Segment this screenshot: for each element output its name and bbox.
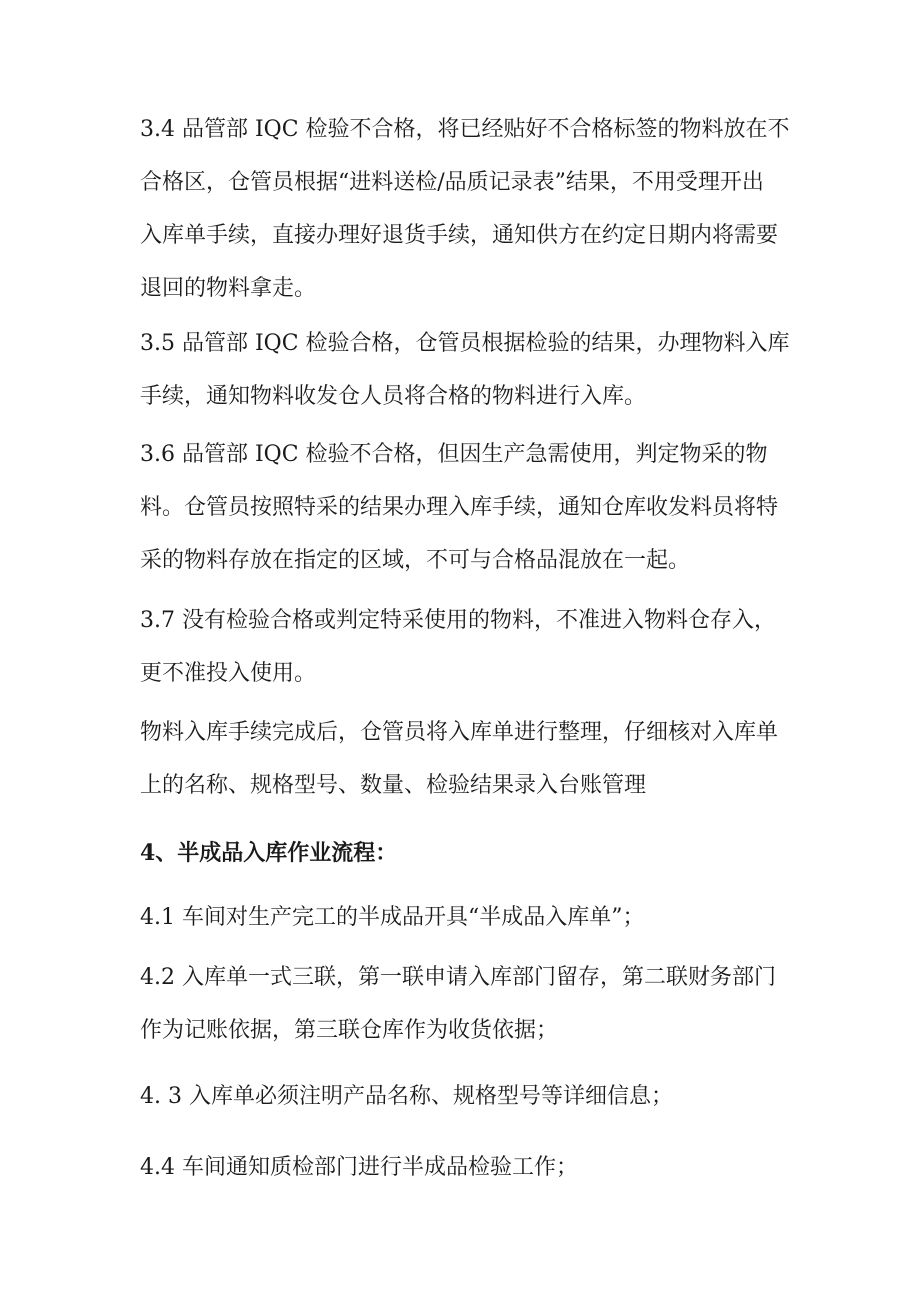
para-3-4-line-1: 3.4 品管部 IQC 检验不合格，将已经贴好不合格标签的物料放在不 [140, 117, 790, 142]
para-3-4-line-4: 退回的物料拿走。 [140, 276, 317, 301]
para-4-1: 4.1 车间对生产完工的半成品开具“半成品入库单”； [140, 905, 645, 930]
para-summary-line-2: 上的名称、规格型号、数量、检验结果录入台账管理 [140, 773, 647, 798]
section-heading-4: 4、半成品入库作业流程： [140, 840, 398, 866]
para-4-2-line-1: 4.2 入库单一式三联，第一联申请入库部门留存，第二联财务部门 [140, 965, 776, 990]
para-4-2-line-2: 作为记账依据，第三联仓库作为收货依据； [140, 1018, 559, 1043]
para-3-5-line-1: 3.5 品管部 IQC 检验合格，仓管员根据检验的结果，办理物料入库 [140, 331, 790, 356]
para-3-7-line-1: 3.7 没有检验合格或判定特采使用的物料，不准进入物料仓存入， [140, 608, 776, 633]
para-3-6-line-3: 采的物料存放在指定的区域，不可与合格品混放在一起。 [140, 548, 691, 573]
para-4-4: 4.4 车间通知质检部门进行半成品检验工作； [140, 1155, 578, 1180]
para-3-6-line-2: 料。仓管员按照特采的结果办理入库手续，通知仓库收发料员将特 [140, 495, 779, 520]
para-3-4-line-3: 入库单手续，直接办理好退货手续，通知供方在约定日期内将需要 [140, 223, 779, 248]
para-3-7-line-2: 更不准投入使用。 [140, 661, 317, 686]
para-summary-line-1: 物料入库手续完成后，仓管员将入库单进行整理，仔细核对入库单 [140, 720, 779, 745]
para-3-5-line-2: 手续，通知物料收发仓人员将合格的物料进行入库。 [140, 384, 647, 409]
para-3-6-line-1: 3.6 品管部 IQC 检验不合格，但因生产急需使用，判定物采的物 [140, 442, 768, 467]
para-3-4-line-2: 合格区，仓管员根据“进料送检/品质记录表”结果，不用受理开出 [140, 170, 764, 195]
para-4-3: 4. 3 入库单必须注明产品名称、规格型号等详细信息； [140, 1084, 673, 1109]
